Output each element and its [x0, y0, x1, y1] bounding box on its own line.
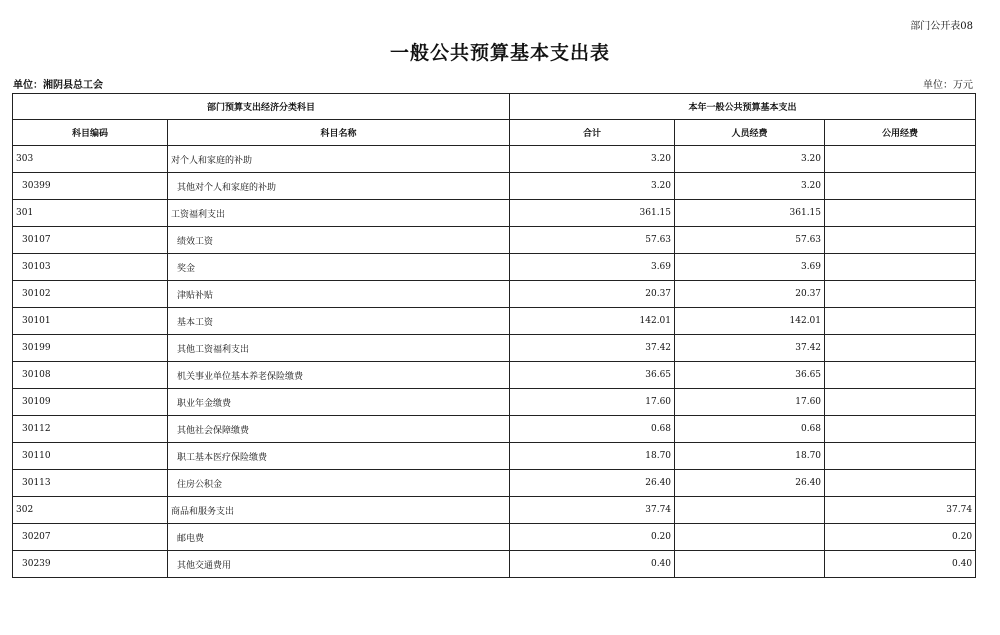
- column-header-personnel: 人员经费: [675, 120, 825, 146]
- public-cell: [825, 335, 976, 362]
- total-cell: 3.69: [510, 254, 675, 281]
- form-number: 部门公开表08: [910, 21, 973, 32]
- table-row: [13, 254, 976, 281]
- code-cell: 30112: [13, 416, 168, 443]
- public-cell: [825, 389, 976, 416]
- code-cell: 30107: [13, 227, 168, 254]
- code-cell: 302: [13, 497, 168, 524]
- name-cell: 津贴补贴: [168, 281, 510, 308]
- personnel-cell: 142.01: [675, 308, 825, 335]
- name-cell: 基本工资: [168, 308, 510, 335]
- personnel-cell: 20.37: [675, 281, 825, 308]
- code-cell: 301: [13, 200, 168, 227]
- name-cell: 其他工资福利支出: [168, 335, 510, 362]
- column-header-row: [13, 120, 976, 146]
- name-cell: 其他对个人和家庭的补助: [168, 173, 510, 200]
- table-row: [13, 200, 976, 227]
- name-cell: 职工基本医疗保险缴费: [168, 443, 510, 470]
- code-cell: 30109: [13, 389, 168, 416]
- code-cell: 30101: [13, 308, 168, 335]
- total-cell: 17.60: [510, 389, 675, 416]
- total-cell: 142.01: [510, 308, 675, 335]
- table-row: [13, 281, 976, 308]
- table-row: [13, 146, 976, 173]
- personnel-cell: 3.20: [675, 146, 825, 173]
- budget-table: [12, 93, 976, 578]
- public-cell: [825, 416, 976, 443]
- name-cell: 住房公积金: [168, 470, 510, 497]
- personnel-cell: 3.69: [675, 254, 825, 281]
- total-cell: 20.37: [510, 281, 675, 308]
- name-cell: 工资福利支出: [168, 200, 510, 227]
- name-cell: 对个人和家庭的补助: [168, 146, 510, 173]
- total-cell: 361.15: [510, 200, 675, 227]
- total-cell: 0.20: [510, 524, 675, 551]
- code-cell: 30399: [13, 173, 168, 200]
- group-header-expenditure: 本年一般公共预算基本支出: [510, 94, 976, 120]
- name-cell: 绩效工资: [168, 227, 510, 254]
- code-cell: 30207: [13, 524, 168, 551]
- personnel-cell: 17.60: [675, 389, 825, 416]
- table-row: [13, 173, 976, 200]
- total-cell: 57.63: [510, 227, 675, 254]
- personnel-cell: 18.70: [675, 443, 825, 470]
- table-body: [13, 146, 976, 578]
- name-cell: 其他社会保障缴费: [168, 416, 510, 443]
- organization-unit: 单位：湘阴县总工会: [13, 80, 103, 91]
- table-row: [13, 308, 976, 335]
- public-cell: 37.74: [825, 497, 976, 524]
- personnel-cell: 3.20: [675, 173, 825, 200]
- public-cell: [825, 146, 976, 173]
- total-cell: 37.74: [510, 497, 675, 524]
- table-row: [13, 497, 976, 524]
- column-header-total: 合计: [510, 120, 675, 146]
- name-cell: 机关事业单位基本养老保险缴费: [168, 362, 510, 389]
- public-cell: [825, 308, 976, 335]
- code-cell: 30199: [13, 335, 168, 362]
- code-cell: 30110: [13, 443, 168, 470]
- table-row: [13, 335, 976, 362]
- total-cell: 37.42: [510, 335, 675, 362]
- name-cell: 邮电费: [168, 524, 510, 551]
- name-cell: 职业年金缴费: [168, 389, 510, 416]
- total-cell: 0.68: [510, 416, 675, 443]
- name-cell: 商品和服务支出: [168, 497, 510, 524]
- group-header-classification: 部门预算支出经济分类科目: [13, 94, 510, 120]
- public-cell: 0.20: [825, 524, 976, 551]
- column-header-public: 公用经费: [825, 120, 976, 146]
- code-cell: 30102: [13, 281, 168, 308]
- table-row: [13, 551, 976, 578]
- name-cell: 奖金: [168, 254, 510, 281]
- public-cell: [825, 281, 976, 308]
- public-cell: [825, 227, 976, 254]
- total-cell: 26.40: [510, 470, 675, 497]
- column-header-code: 科目编码: [13, 120, 168, 146]
- table-row: [13, 470, 976, 497]
- group-header-row: [13, 94, 976, 120]
- personnel-cell: 57.63: [675, 227, 825, 254]
- public-cell: [825, 173, 976, 200]
- total-cell: 18.70: [510, 443, 675, 470]
- table-row: [13, 443, 976, 470]
- personnel-cell: 361.15: [675, 200, 825, 227]
- personnel-cell: [675, 524, 825, 551]
- code-cell: 30108: [13, 362, 168, 389]
- public-cell: [825, 443, 976, 470]
- public-cell: 0.40: [825, 551, 976, 578]
- total-cell: 36.65: [510, 362, 675, 389]
- code-cell: 30103: [13, 254, 168, 281]
- table-row: [13, 389, 976, 416]
- code-cell: 303: [13, 146, 168, 173]
- personnel-cell: [675, 551, 825, 578]
- public-cell: [825, 362, 976, 389]
- total-cell: 0.40: [510, 551, 675, 578]
- page-title: 一般公共预算基本支出表: [389, 42, 610, 64]
- table-row: [13, 362, 976, 389]
- personnel-cell: [675, 497, 825, 524]
- table-row: [13, 227, 976, 254]
- total-cell: 3.20: [510, 173, 675, 200]
- code-cell: 30239: [13, 551, 168, 578]
- column-header-name: 科目名称: [168, 120, 510, 146]
- personnel-cell: 36.65: [675, 362, 825, 389]
- public-cell: [825, 254, 976, 281]
- table-row: [13, 524, 976, 551]
- personnel-cell: 0.68: [675, 416, 825, 443]
- table-row: [13, 416, 976, 443]
- total-cell: 3.20: [510, 146, 675, 173]
- personnel-cell: 37.42: [675, 335, 825, 362]
- currency-unit: 单位：万元: [923, 80, 973, 91]
- public-cell: [825, 470, 976, 497]
- public-cell: [825, 200, 976, 227]
- personnel-cell: 26.40: [675, 470, 825, 497]
- code-cell: 30113: [13, 470, 168, 497]
- name-cell: 其他交通费用: [168, 551, 510, 578]
